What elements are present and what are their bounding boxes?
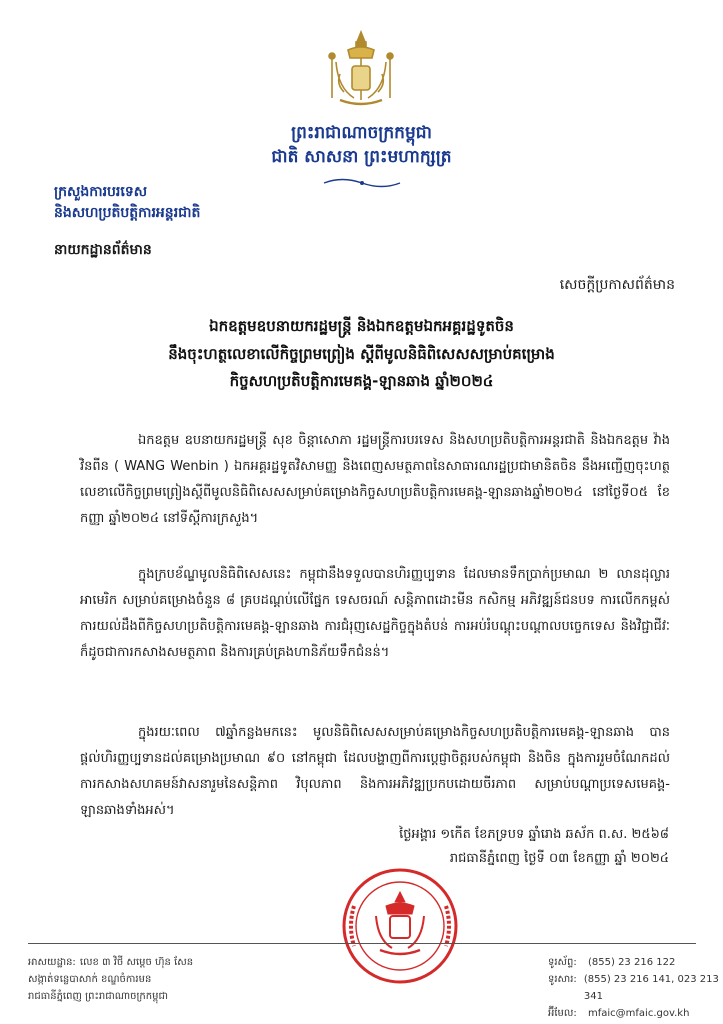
royal-emblem-icon	[318, 28, 404, 112]
body-paragraph-2: ក្នុងក្របខ័ណ្ឌមូលនិធិពិសេសនេះ កម្ពុជានឹងទទួលបានហិរញ្ញប្បទាន ដែលមានទឹកប្រាក់ប្រមាណ ២ លានដុល្លារអាមេរិក សម្រាប់គម្រោងចំនួន ៨ គ្រប​ដណ្តប់លើផ្នែក ទេសចរណ៍ សន្តិភាព​ដោះមីន កសិកម្ម អភិវឌ្ឍន៍ជនបទ ការលើកកម្ពស់ការយល់ដឹងពីកិច្ចសហប្រតិបត្តិការមេគង្គ-ឡានឆាង ការជំរុញសេដ្ឋកិច្ចក្នុងតំបន់ ការអប់រំបណ្តុះបណ្តាលបច្ចេកទេស និងវិជ្ជាជីវៈ ក៏ដូចជាការកសាងសមត្ថភាព និងការគ្រប់គ្រងហានិភ័យទឹកជំនន់។	[80, 567, 670, 660]
document-type: សេចក្តីប្រកាសព័ត៌មាន	[559, 277, 675, 293]
address-label: អាសយដ្ឋាន:	[28, 957, 76, 968]
address-line2: សង្កាត់ទន្លេបាសាក់ ខណ្ឌចំការមន	[28, 974, 152, 985]
address-line1: លេខ ៣ វិថី សម្តេច ហ៊ុន សែន	[79, 957, 194, 968]
title-line1: ឯកឧត្តមឧបនាយករដ្ឋមន្ត្រី និងឯកឧត្តមឯកអគ្គរដ្ឋទូតចិន	[209, 317, 514, 335]
ministry-name-line2: និងសហប្រតិបត្តិការអន្តរជាតិ	[54, 205, 201, 221]
kingdom-name: ព្រះរាជាណាចក្រកម្ពុជា	[291, 123, 432, 143]
national-motto: ជាតិ សាសនា ព្រះមហាក្សត្រ	[271, 147, 452, 167]
ministry-name-line1: ក្រសួងការបរទេស	[54, 184, 148, 200]
email-link[interactable]: mfaic@mfaic.gov.kh	[588, 1008, 690, 1019]
lunar-date: ថ្ងៃអង្គារ ១កើត ខែភទ្របទ ឆ្នាំរោង ឆស័ក ព.ស. ២៥៦៨	[399, 827, 669, 842]
ministry-seal-icon	[320, 866, 480, 984]
email-label: អ៊ីមែល:	[548, 1008, 577, 1019]
body-paragraph-1: ឯកឧត្តម ឧបនាយករដ្ឋមន្ត្រី សុខ ចិន្តាសោភា រដ្ឋមន្ត្រីការបរទេស និងសហប្រតិបត្តិការអន្តរជាតិ និងឯកឧត្តម វ៉ាង វិនពីន ( WANG Wenbin ) ឯកអគ្គរដ្ឋទូតវិសាមញ្ញ និងពេញសមត្ថភាពនៃសាធារណរដ្ឋប្រជាមានិតចិន នឹងអញ្ជើញចុះហត្ថលេខាលើកិច្ចព្រមព្រៀងស្តីពីមូលនិធិពិសេសសម្រាប់គម្រោងកិច្ចសហប្រតិបត្តិការមេគង្គ-ឡានឆាងឆ្នាំ២០២៤ នៅថ្ងៃទី០៥ ខែកញ្ញា ឆ្នាំ២០២៤ នៅទីស្តីការក្រសួង។	[80, 433, 670, 526]
title-line3: កិច្ចសហប្រតិបត្តិការមេគង្គ-ឡានឆាង ឆ្នាំ២០២៤	[229, 372, 494, 390]
body-paragraph-3: ក្នុងរយៈពេល ៧ឆ្នាំកន្លងមកនេះ មូលនិធិពិសេសសម្រាប់គម្រោងកិច្ចសហប្រតិបត្តិការមេគង្គ-ឡានឆាង បានផ្តល់ហិរញ្ញប្បទានដល់គម្រោងប្រមាណ ៩០ នៅកម្ពុជា ដែលបង្ហាញពីការប្តេជ្ញាចិត្តរបស់កម្ពុជា និងចិន ក្នុងការរួមចំណែកដល់ការកសាងសហគមន៍វាសនារួមនៃសន្តិភាព វិបុលភាព និងការអភិវឌ្ឍប្រកបដោយចីរភាព សម្រាប់បណ្តាប្រទេសមេគង្គ-ឡានឆាងទាំងអស់។	[80, 725, 670, 818]
department-name: នាយកដ្ឋានព័ត៌មាន	[54, 242, 152, 258]
divider-ornament-icon	[322, 176, 402, 190]
phone-label: ទូរស័ព្ទ:	[548, 957, 577, 968]
address-line3: រាជធានីភ្នំពេញ ព្រះរាជាណាចក្រកម្ពុជា	[28, 991, 168, 1002]
footer-divider	[28, 943, 696, 944]
fax-label: ទូរសារ:	[548, 974, 577, 985]
footer-contacts	[548, 954, 723, 1022]
solar-date: រាជធានីភ្នំពេញ ថ្ងៃទី ០៣ ខែកញ្ញា ឆ្នាំ ២០២៤	[449, 851, 669, 866]
footer-address	[28, 954, 193, 1005]
title-line2: នឹងចុះហត្ថលេខាលើកិច្ចព្រមព្រៀង ស្តីពីមូលនិធិពិសេសសម្រាប់គម្រោង	[168, 345, 555, 363]
phone-number: (855) 23 216 122	[588, 957, 676, 968]
fax-number: (855) 23 216 141, 023 213 341	[583, 974, 719, 1002]
